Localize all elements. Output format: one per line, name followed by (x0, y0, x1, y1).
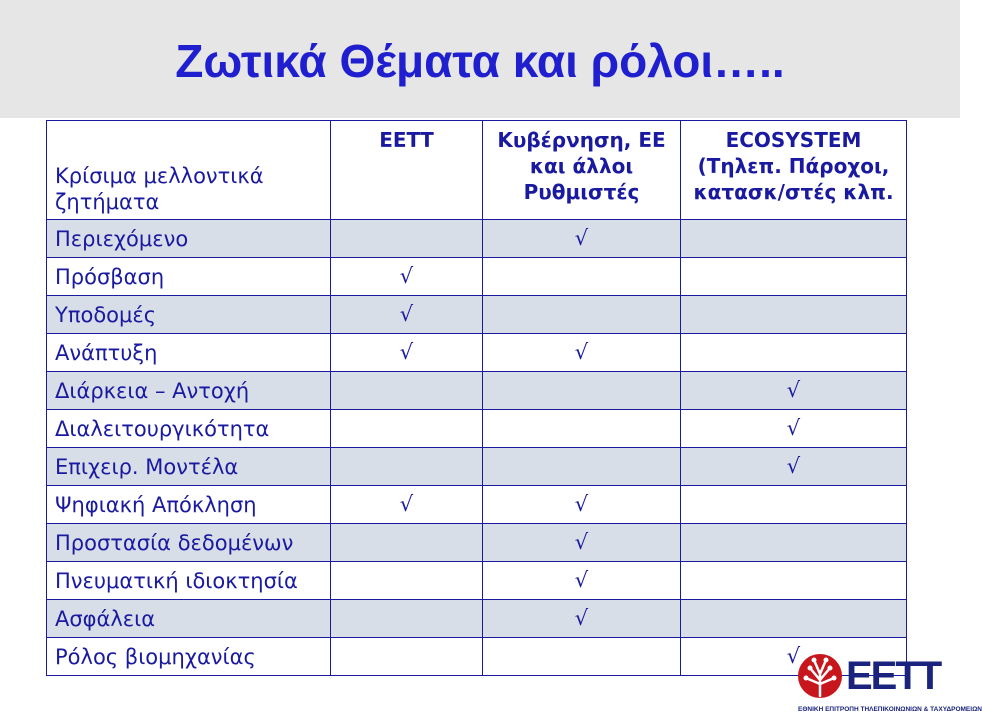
table-row (47, 562, 907, 600)
header-government: Κυβέρνηση, ΕΕ και άλλοι Ρυθμιστές (483, 121, 681, 220)
check-cell-gov: √ (483, 334, 681, 372)
table-row (47, 524, 907, 562)
check-cell-eco (681, 562, 907, 600)
check-cell-eco (681, 524, 907, 562)
check-cell-eco: √ (681, 410, 907, 448)
check-cell-gov (483, 372, 681, 410)
check-cell-eco (681, 600, 907, 638)
check-cell-eco (681, 334, 907, 372)
header-topics: Κρίσιμα μελλοντικά ζητήματα (47, 121, 331, 220)
check-cell-eco (681, 486, 907, 524)
check-cell-eett (331, 220, 483, 258)
check-cell-eett (331, 410, 483, 448)
table-row (47, 372, 907, 410)
check-cell-gov (483, 448, 681, 486)
row-label: Πρόσβαση (47, 258, 331, 296)
check-cell-eco (681, 258, 907, 296)
header-eett: ΕΕΤΤ (331, 121, 483, 220)
check-cell-eco (681, 220, 907, 258)
roles-table (46, 120, 907, 676)
check-cell-eco: √ (681, 638, 907, 676)
check-cell-eett: √ (331, 486, 483, 524)
table-row (47, 638, 907, 676)
row-label: Προστασία δεδομένων (47, 524, 331, 562)
row-label: Επιχειρ. Μοντέλα (47, 448, 331, 486)
eett-logo (796, 650, 982, 718)
check-cell-eett: √ (331, 334, 483, 372)
check-cell-eett (331, 524, 483, 562)
check-cell-eco (681, 296, 907, 334)
check-cell-eett (331, 600, 483, 638)
slide-title: Ζωτικά Θέματα και ρόλοι….. (175, 35, 785, 87)
row-label: Ψηφιακή Απόκληση (47, 486, 331, 524)
row-label: Διάρκεια – Αντοχή (47, 372, 331, 410)
row-label: Ασφάλεια (47, 600, 331, 638)
check-cell-eco: √ (681, 372, 907, 410)
table-row (47, 410, 907, 448)
check-cell-gov (483, 258, 681, 296)
table-header-row (47, 121, 907, 220)
check-cell-eett: √ (331, 258, 483, 296)
table-row (47, 258, 907, 296)
row-label: Ρόλος βιομηχανίας (47, 638, 331, 676)
check-cell-gov: √ (483, 486, 681, 524)
table-row (47, 448, 907, 486)
check-cell-gov: √ (483, 524, 681, 562)
check-cell-eco: √ (681, 448, 907, 486)
logo-subtitle: ΕΘΝΙΚΗ ΕΠΙΤΡΟΠΗ ΤΗΛΕΠΙΚΟΙΝΩΝΙΩΝ & ΤΑΧΥΔΡΟΜΕΙΩΝ (798, 706, 982, 713)
logo-wordmark: EETT (846, 654, 941, 698)
check-cell-gov: √ (483, 600, 681, 638)
row-label: Περιεχόμενο (47, 220, 331, 258)
check-cell-eett (331, 372, 483, 410)
check-cell-gov: √ (483, 220, 681, 258)
table-row (47, 486, 907, 524)
row-label: Υποδομές (47, 296, 331, 334)
row-label: Ανάπτυξη (47, 334, 331, 372)
check-cell-gov: √ (483, 562, 681, 600)
check-cell-gov (483, 296, 681, 334)
table-row (47, 334, 907, 372)
table-row (47, 220, 907, 258)
check-cell-gov (483, 410, 681, 448)
check-cell-eett (331, 448, 483, 486)
check-cell-eett: √ (331, 296, 483, 334)
check-cell-eett (331, 638, 483, 676)
header-ecosystem: ECOSYSTEM (Τηλεπ. Πάροχοι, κατασκ/στές κλπ. (681, 121, 907, 220)
row-label: Πνευματική ιδιοκτησία (47, 562, 331, 600)
table-row (47, 600, 907, 638)
check-cell-eett (331, 562, 483, 600)
logo-emblem-icon (796, 650, 844, 706)
table-row (47, 296, 907, 334)
check-cell-gov (483, 638, 681, 676)
row-label: Διαλειτουργικότητα (47, 410, 331, 448)
